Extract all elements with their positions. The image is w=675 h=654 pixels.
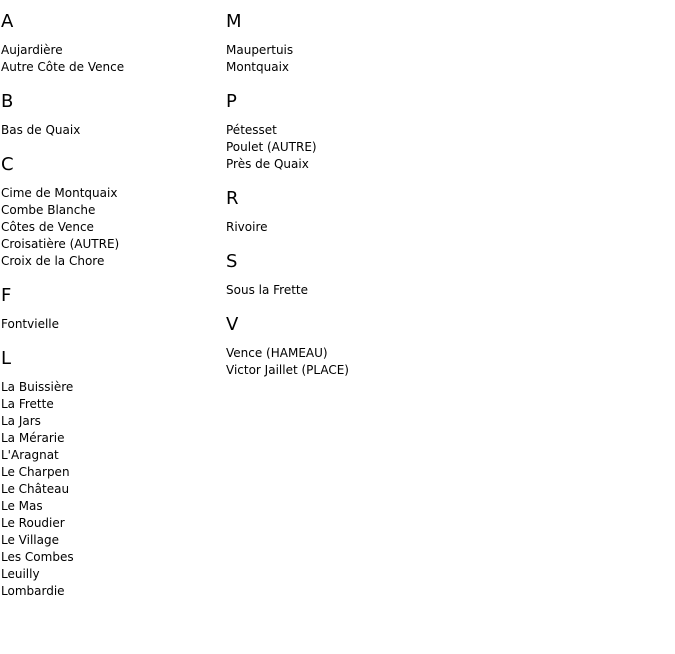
place-list — [226, 42, 486, 76]
place-item-poulet-autre[interactable]: Poulet (AUTRE) — [226, 140, 317, 154]
letter-group-a — [1, 11, 211, 76]
place-item-sous-la-frette[interactable]: Sous la Frette — [226, 283, 309, 297]
letter-group-c — [1, 154, 211, 270]
place-item-le-mas[interactable]: Le Mas — [1, 499, 43, 513]
place-item-le-chateau[interactable]: Le Château — [1, 482, 70, 496]
letter-heading-r: R — [226, 188, 239, 209]
place-list — [1, 379, 211, 600]
letter-heading-v: V — [226, 314, 239, 335]
letter-group-m — [226, 11, 486, 76]
letter-heading-s: S — [226, 251, 238, 272]
letter-heading-f: F — [1, 285, 12, 306]
letter-group-p — [226, 91, 486, 173]
place-item-fontvielle[interactable]: Fontvielle — [1, 317, 59, 331]
place-item-la-buissiere[interactable]: La Buissière — [1, 380, 74, 394]
place-list — [1, 122, 211, 139]
place-item-le-roudier[interactable]: Le Roudier — [1, 516, 65, 530]
place-item-cotes-de-vence[interactable]: Côtes de Vence — [1, 220, 94, 234]
place-item-petesset[interactable]: Pétesset — [226, 123, 277, 137]
left-column — [1, 0, 211, 600]
letter-group-f — [1, 285, 211, 333]
letter-group-r — [226, 188, 486, 236]
place-list — [226, 282, 486, 299]
place-list — [1, 316, 211, 333]
place-item-cime-de-montquaix[interactable]: Cime de Montquaix — [1, 186, 118, 200]
place-item-bas-de-quaix[interactable]: Bas de Quaix — [1, 123, 81, 137]
place-item-l-aragnat[interactable]: L'Aragnat — [1, 448, 59, 462]
letter-heading-p: P — [226, 91, 237, 112]
letter-heading-a: A — [1, 11, 14, 32]
place-item-autre-cote-de-vence[interactable]: Autre Côte de Vence — [1, 60, 125, 74]
place-item-la-merarie[interactable]: La Mérarie — [1, 431, 65, 445]
place-item-combe-blanche[interactable]: Combe Blanche — [1, 203, 96, 217]
place-item-maupertuis[interactable]: Maupertuis — [226, 43, 294, 57]
letter-group-l — [1, 348, 211, 600]
place-item-les-combes[interactable]: Les Combes — [1, 550, 74, 564]
place-item-montquaix[interactable]: Montquaix — [226, 60, 290, 74]
letter-group-b — [1, 91, 211, 139]
place-item-pres-de-quaix[interactable]: Près de Quaix — [226, 157, 309, 171]
place-item-la-jars[interactable]: La Jars — [1, 414, 41, 428]
place-item-le-charpen[interactable]: Le Charpen — [1, 465, 70, 479]
right-column — [226, 0, 486, 379]
place-list — [226, 219, 486, 236]
place-item-victor-jaillet-place[interactable]: Victor Jaillet (PLACE) — [226, 363, 349, 377]
letter-group-s — [226, 251, 486, 299]
place-list — [1, 42, 211, 76]
place-item-leuilly[interactable]: Leuilly — [1, 567, 40, 581]
place-item-aujardiere[interactable]: Aujardière — [1, 43, 63, 57]
place-item-lombardie[interactable]: Lombardie — [1, 584, 65, 598]
place-item-le-village[interactable]: Le Village — [1, 533, 59, 547]
place-list — [1, 185, 211, 270]
letter-group-v — [226, 314, 486, 379]
letter-heading-b: B — [1, 91, 14, 112]
place-list — [226, 345, 486, 379]
place-item-vence-hameau[interactable]: Vence (HAMEAU) — [226, 346, 328, 360]
place-item-croix-de-la-chore[interactable]: Croix de la Chore — [1, 254, 105, 268]
letter-heading-c: C — [1, 154, 14, 175]
place-item-rivoire[interactable]: Rivoire — [226, 220, 268, 234]
place-item-croisatiere-autre[interactable]: Croisatière (AUTRE) — [1, 237, 120, 251]
letter-heading-m: M — [226, 11, 242, 32]
place-item-la-frette[interactable]: La Frette — [1, 397, 54, 411]
place-list — [226, 122, 486, 173]
letter-heading-l: L — [1, 348, 12, 369]
